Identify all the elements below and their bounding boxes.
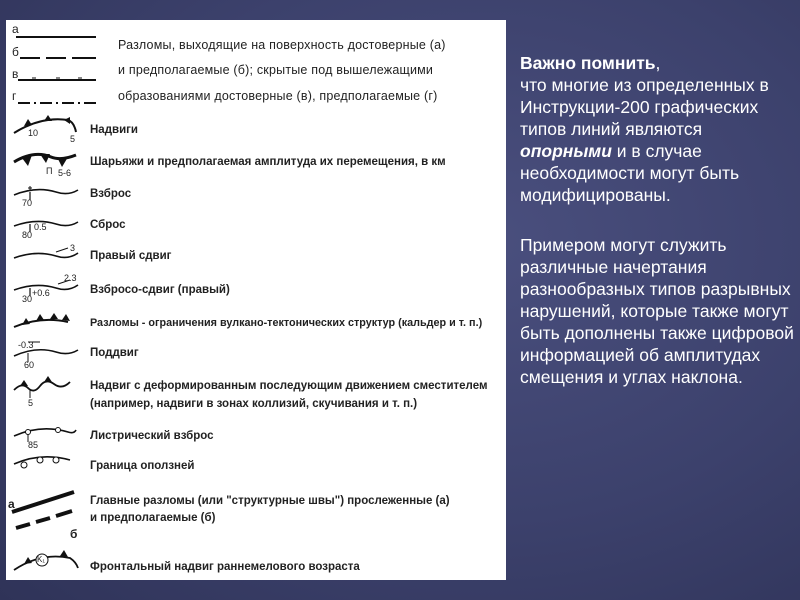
symbol-letter-a: а [12,22,19,36]
legend-label: Шарьяжи и предполагаемая амплитуда их перемещения, в км [90,156,446,168]
amp-number: 3 [70,243,76,253]
amp-number: 10 [28,128,39,138]
note-text: что многие из определенных в Инструкции-200 графических типов линий являются [520,75,769,139]
frontal-thrust-symbol-icon [14,550,78,570]
note-paragraph-2: Примером могут служить различные начертания разнообразных типов разрывных нарушений, которые также могут быть дополнены также цифровой информацией об амплитудах смещения и углах наклона. [520,235,794,387]
symbol-letter-a-main: а [8,497,15,511]
dip-number: 30 [22,294,33,304]
amp-number: -0.3 [18,340,34,350]
legend-label: Разломы, выходящие на поверхность достоверные (а) [118,38,446,52]
legend-label: Надвиги [90,124,138,136]
amp-number: 2.3 [64,273,77,283]
listric-reverse-fault-icon [14,428,76,443]
dip-number: 80 [22,230,33,240]
nappe-symbol-icon [14,154,76,167]
symbol-letter-g: г [12,89,17,103]
legend-label: Листрический взброс [90,430,214,442]
note-emphasis-word: опорными [520,141,612,161]
legend-panel [6,20,506,580]
note-emphasis-heading: Важно помнить [520,53,656,73]
amp-number: +0.6 [32,288,50,298]
legend-label: Взброс [90,188,132,200]
notes-text-block [520,52,795,388]
note-comma: , [655,53,661,73]
legend-label: образованиями достоверные (в), предполагаемые (г) [118,89,438,103]
dip-number: 85 [28,440,39,450]
dip-number: 5 [28,398,34,408]
note-paragraph-1 [520,52,795,206]
legend-label: Сброс [90,219,126,231]
dip-number: 70 [22,198,33,208]
fault-line-v-icon [18,78,96,80]
legend-label: Граница оползней [90,460,195,472]
amp-number: 0.5 [34,222,47,232]
symbol-letter-v: в [12,67,19,81]
amp-number: 5-6 [58,168,72,178]
legend-label: и предполагаемые (б); скрытые под вышележащими [118,63,434,77]
amp-number: 5 [70,134,76,144]
deformed-thrust-symbol-icon [14,376,70,398]
legend-label: Главные разломы (или "структурные швы") прослеженные (а) [90,495,450,507]
main-fault-traced-icon [12,492,74,512]
legend-label: и предполагаемые (б) [90,512,216,524]
symbol-letter-b-main: б [70,527,78,541]
legend-label: Взбросо-сдвиг (правый) [90,284,230,296]
volcanic-structure-fault-icon [14,313,70,327]
thrust-symbol-icon [14,115,76,133]
legend-label: Разломы - ограничения вулкано-тектонических структур (кальдер и т. п.) [90,317,483,329]
legend-label: (например, надвиги в зонах коллизий, скучивания и т. п.) [90,398,418,410]
legend-label: Правый сдвиг [90,250,172,262]
dip-number: 60 [24,360,35,370]
legend-label: Фронтальный надвиг раннемелового возраста [90,561,360,573]
note-text: и в случае необходимости могут быть модифицированы. [520,141,740,205]
landslide-boundary-icon [14,457,70,468]
amp-number: П [46,166,53,176]
legend-label: Надвиг с деформированным последующим движением сместителем [90,380,488,392]
main-fault-assumed-icon [16,511,72,528]
k-age-symbol: K₁ [37,555,46,564]
strike-slip-symbol-icon [14,248,78,258]
symbol-letter-b: б [12,45,19,59]
legend-label: Поддвиг [90,347,139,359]
